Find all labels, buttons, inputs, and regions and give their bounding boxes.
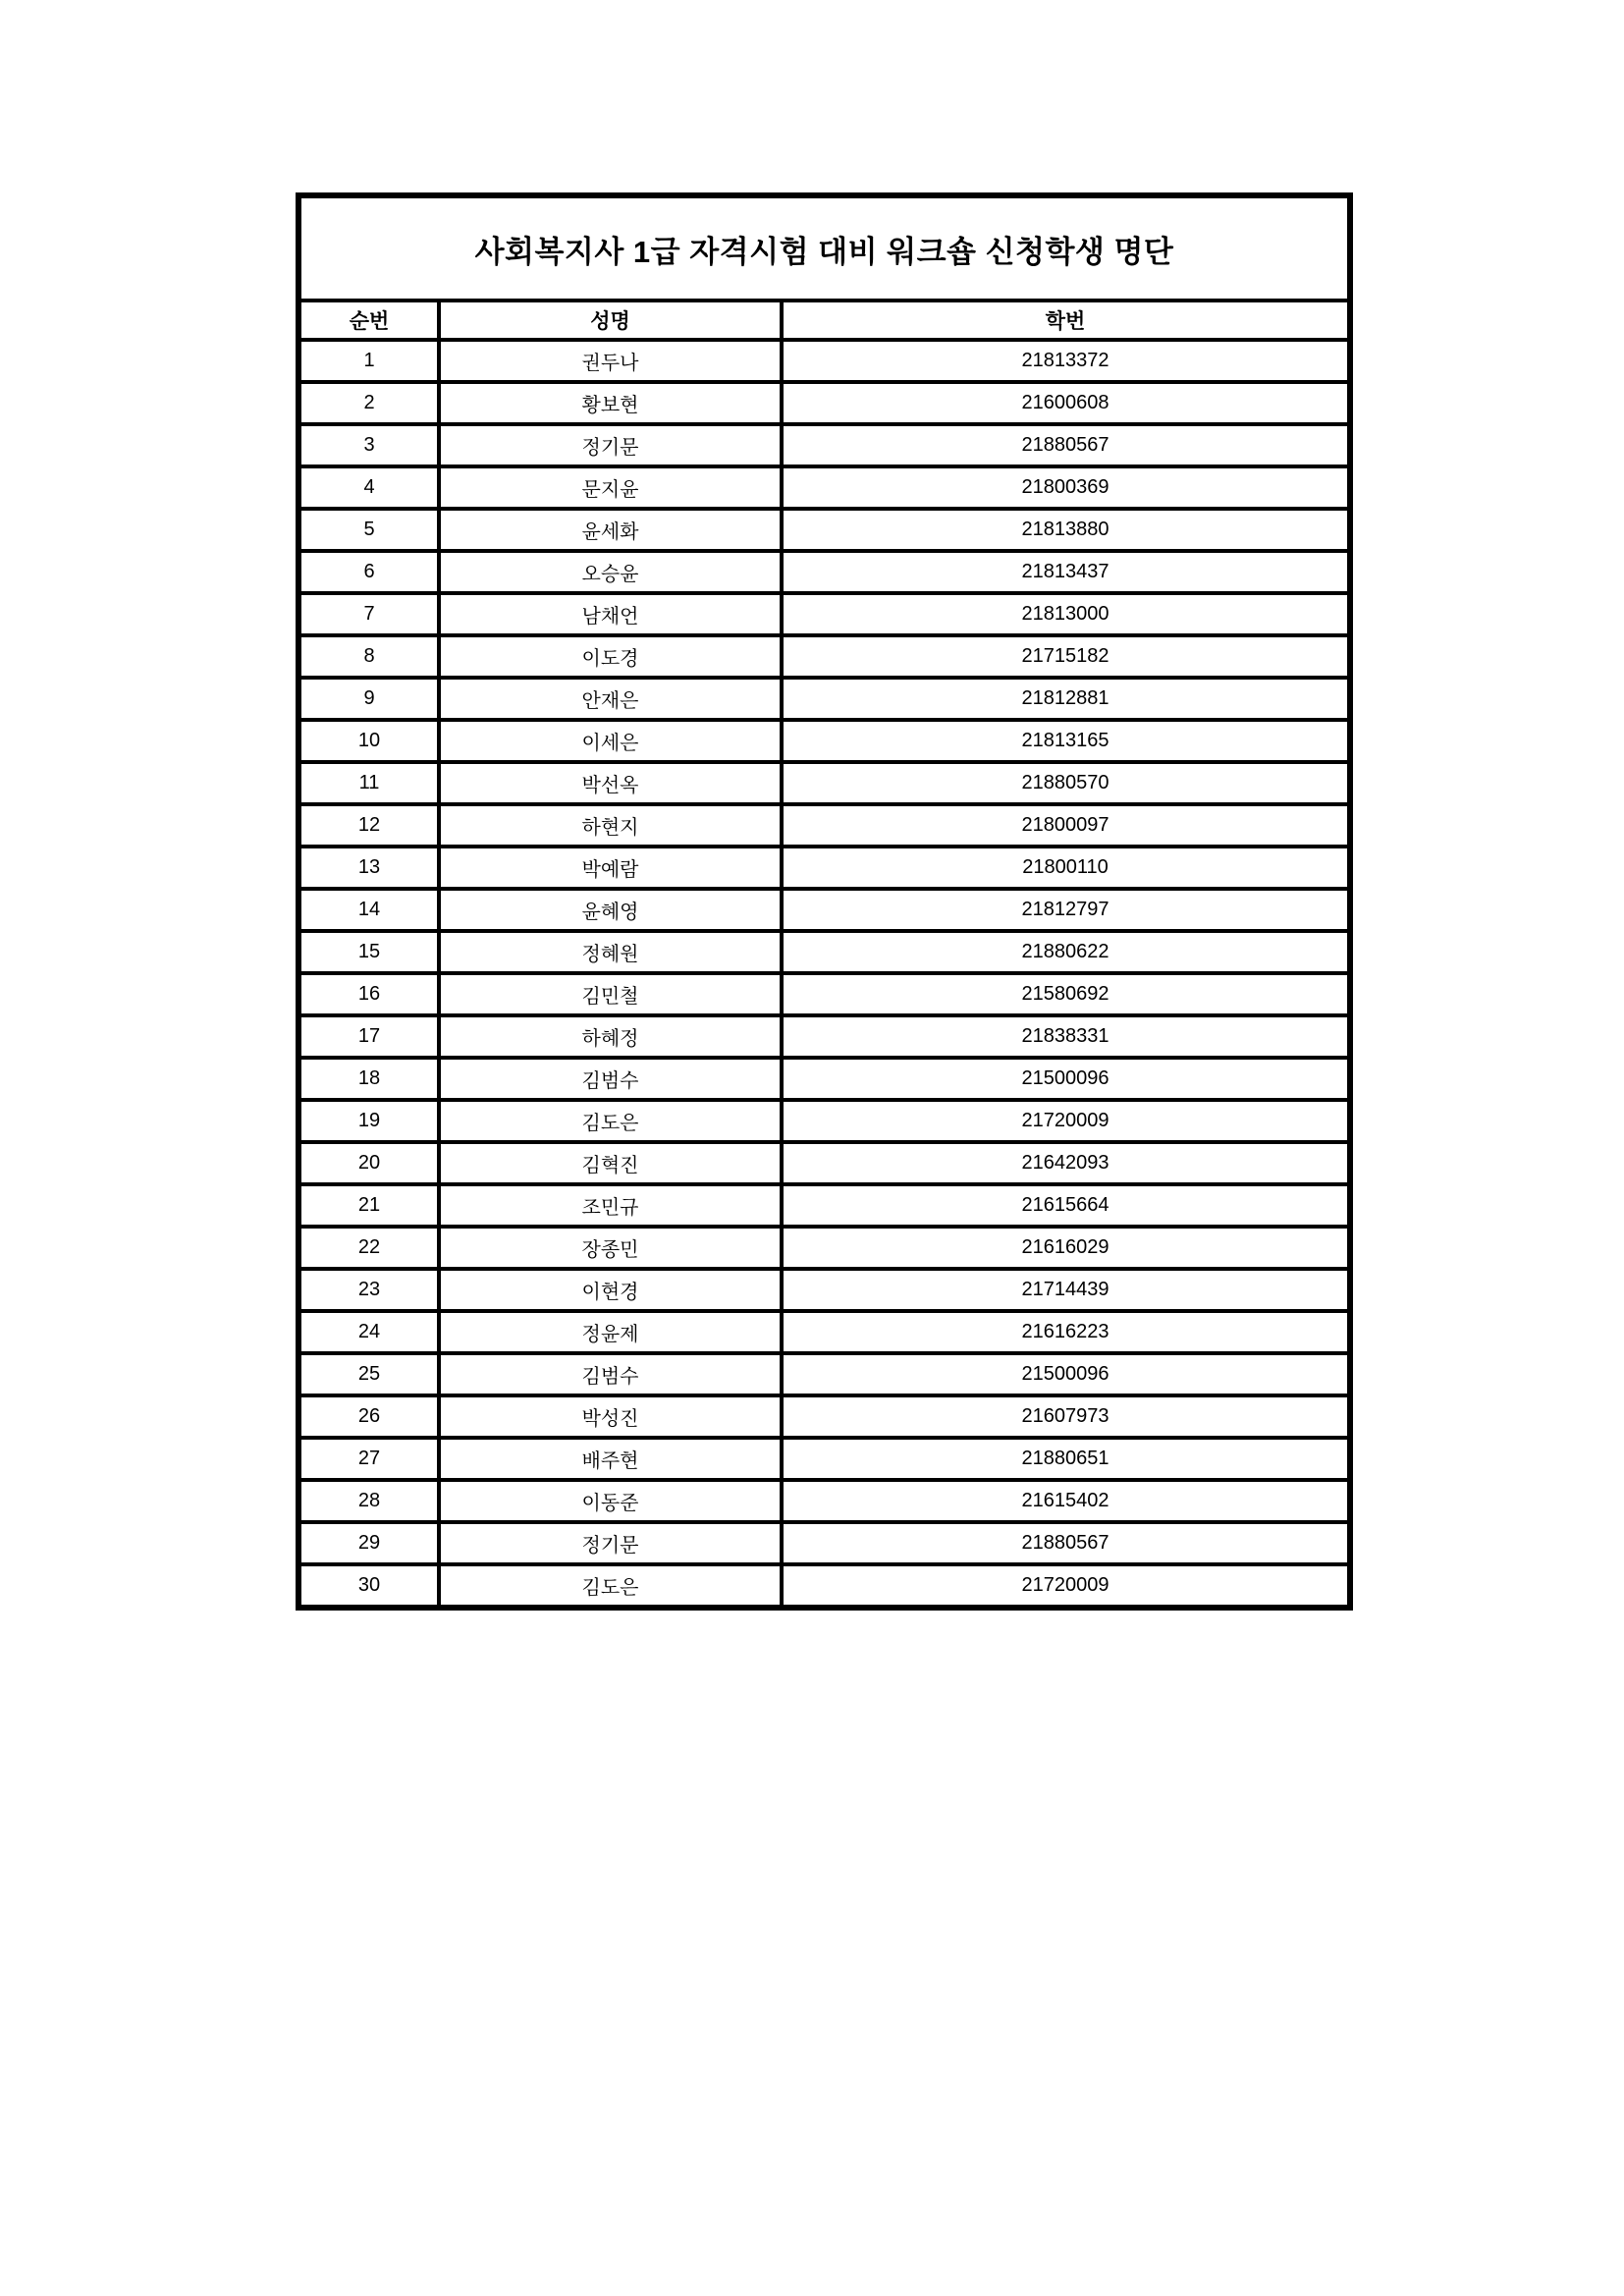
table-row [298,1142,1350,1184]
student-id-cell: 21600608 [782,382,1350,424]
row-number-cell: 2 [298,382,439,424]
header-row [298,301,1350,340]
student-name-cell: 정윤제 [439,1311,782,1353]
row-number-cell: 13 [298,847,439,889]
student-name-cell: 권두나 [439,340,782,382]
row-number-cell: 17 [298,1015,439,1058]
row-number-cell: 10 [298,720,439,762]
student-id-cell: 21580692 [782,973,1350,1015]
student-name-cell: 박예람 [439,847,782,889]
student-id-cell: 21813000 [782,593,1350,635]
row-number-cell: 6 [298,551,439,593]
title-row [298,195,1350,301]
student-id-cell: 21615402 [782,1480,1350,1522]
student-name-cell: 문지윤 [439,466,782,509]
student-name-cell: 이현경 [439,1269,782,1311]
row-number-cell: 23 [298,1269,439,1311]
student-name-cell: 남채언 [439,593,782,635]
student-id-cell: 21880651 [782,1438,1350,1480]
table-row [298,1564,1350,1608]
table-row [298,678,1350,720]
table-row [298,931,1350,973]
row-number-cell: 3 [298,424,439,466]
student-name-cell: 김혁진 [439,1142,782,1184]
row-number-cell: 7 [298,593,439,635]
student-name-cell: 이세은 [439,720,782,762]
row-number-cell: 21 [298,1184,439,1227]
table-row [298,1269,1350,1311]
student-name-cell: 오승윤 [439,551,782,593]
student-name-cell: 박성진 [439,1395,782,1438]
table-row [298,762,1350,804]
student-name-cell: 이동준 [439,1480,782,1522]
student-roster-table [296,192,1353,1611]
student-id-cell: 21838331 [782,1015,1350,1058]
table-row [298,466,1350,509]
table-row [298,593,1350,635]
row-number-cell: 25 [298,1353,439,1395]
student-name-cell: 조민규 [439,1184,782,1227]
row-number-cell: 9 [298,678,439,720]
student-id-cell: 21813372 [782,340,1350,382]
table-row [298,1522,1350,1564]
table-row [298,1438,1350,1480]
student-table-body [298,340,1350,1608]
student-name-cell: 박선옥 [439,762,782,804]
column-header-student-id: 학번 [782,301,1350,340]
student-name-cell: 하현지 [439,804,782,847]
student-id-cell: 21720009 [782,1564,1350,1608]
row-number-cell: 26 [298,1395,439,1438]
row-number-cell: 19 [298,1100,439,1142]
table-title: 사회복지사 1급 자격시험 대비 워크숍 신청학생 명단 [298,195,1350,301]
student-name-cell: 김도은 [439,1100,782,1142]
table-row [298,1353,1350,1395]
row-number-cell: 18 [298,1058,439,1100]
student-id-cell: 21813437 [782,551,1350,593]
row-number-cell: 5 [298,509,439,551]
student-name-cell: 윤혜영 [439,889,782,931]
row-number-cell: 1 [298,340,439,382]
student-id-cell: 21616029 [782,1227,1350,1269]
row-number-cell: 27 [298,1438,439,1480]
student-name-cell: 김민철 [439,973,782,1015]
student-id-cell: 21880622 [782,931,1350,973]
row-number-cell: 15 [298,931,439,973]
row-number-cell: 29 [298,1522,439,1564]
student-id-cell: 21812881 [782,678,1350,720]
row-number-cell: 4 [298,466,439,509]
student-id-cell: 21800097 [782,804,1350,847]
table-row [298,509,1350,551]
student-id-cell: 21813165 [782,720,1350,762]
student-id-cell: 21800369 [782,466,1350,509]
table-row [298,424,1350,466]
student-id-cell: 21880567 [782,424,1350,466]
table-row [298,382,1350,424]
row-number-cell: 20 [298,1142,439,1184]
student-id-cell: 21813880 [782,509,1350,551]
row-number-cell: 12 [298,804,439,847]
student-id-cell: 21720009 [782,1100,1350,1142]
table-row [298,1100,1350,1142]
row-number-cell: 24 [298,1311,439,1353]
student-name-cell: 김범수 [439,1353,782,1395]
table-row [298,1395,1350,1438]
row-number-cell: 8 [298,635,439,678]
student-id-cell: 21607973 [782,1395,1350,1438]
student-name-cell: 김범수 [439,1058,782,1100]
row-number-cell: 14 [298,889,439,931]
student-id-cell: 21615664 [782,1184,1350,1227]
student-id-cell: 21714439 [782,1269,1350,1311]
student-name-cell: 정혜원 [439,931,782,973]
column-header-name: 성명 [439,301,782,340]
student-id-cell: 21715182 [782,635,1350,678]
student-id-cell: 21642093 [782,1142,1350,1184]
student-name-cell: 정기문 [439,424,782,466]
student-name-cell: 황보현 [439,382,782,424]
table-row [298,1058,1350,1100]
student-id-cell: 21880570 [782,762,1350,804]
row-number-cell: 22 [298,1227,439,1269]
row-number-cell: 28 [298,1480,439,1522]
row-number-cell: 30 [298,1564,439,1608]
student-id-cell: 21616223 [782,1311,1350,1353]
table-row [298,1227,1350,1269]
table-row [298,551,1350,593]
student-name-cell: 윤세화 [439,509,782,551]
student-name-cell: 정기문 [439,1522,782,1564]
student-name-cell: 김도은 [439,1564,782,1608]
student-id-cell: 21812797 [782,889,1350,931]
table-row [298,847,1350,889]
student-id-cell: 21800110 [782,847,1350,889]
student-name-cell: 배주현 [439,1438,782,1480]
table-row [298,804,1350,847]
student-name-cell: 이도경 [439,635,782,678]
table-row [298,1184,1350,1227]
table-row [298,1480,1350,1522]
table-row [298,889,1350,931]
table-row [298,720,1350,762]
column-header-no: 순번 [298,301,439,340]
row-number-cell: 16 [298,973,439,1015]
row-number-cell: 11 [298,762,439,804]
table-row [298,1311,1350,1353]
student-id-cell: 21500096 [782,1058,1350,1100]
student-id-cell: 21880567 [782,1522,1350,1564]
student-id-cell: 21500096 [782,1353,1350,1395]
student-name-cell: 장종민 [439,1227,782,1269]
table-row [298,340,1350,382]
table-row [298,635,1350,678]
student-name-cell: 안재은 [439,678,782,720]
table-row [298,1015,1350,1058]
table-row [298,973,1350,1015]
student-name-cell: 하혜정 [439,1015,782,1058]
